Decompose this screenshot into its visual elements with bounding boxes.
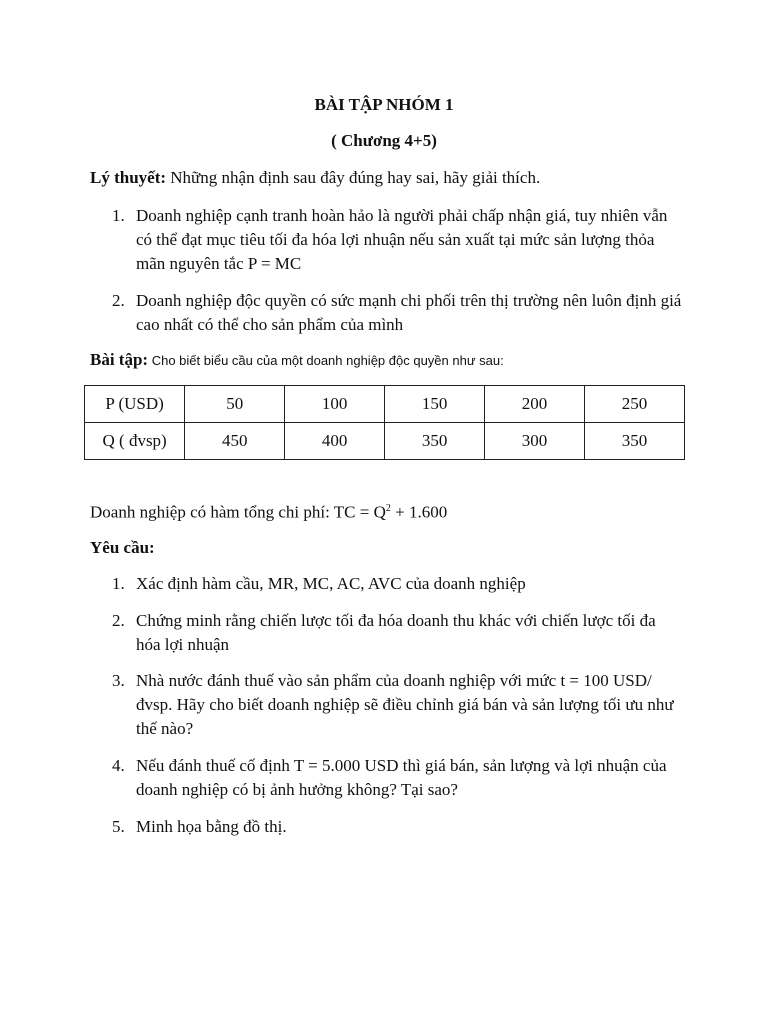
theory-item-text: Doanh nghiệp cạnh tranh hoàn hảo là người phải chấp nhận giá, tuy nhiên vẫn có thể đạt mục tiêu tối đa hóa lợi nhuận nếu sản xuất tại mức sản lượng thỏa mãn nguyên tắc P = MC	[136, 206, 668, 273]
requirement-item-text: Nhà nước đánh thuế vào sản phẩm của doanh nghiệp với mức t = 100 USD/ đvsp. Hãy cho biết doanh nghiệp sẽ điều chỉnh giá bán và sản lượng tối ưu như thế nào?	[136, 671, 674, 738]
requirement-item-number: 3.	[112, 671, 125, 690]
theory-item-number: 2.	[112, 291, 125, 310]
requirement-item-text: Chứng minh rằng chiến lược tối đa hóa doanh thu khác với chiến lược tối đa hóa lợi nhuận	[136, 611, 656, 654]
table-cell: 150	[385, 386, 485, 423]
requirement-item-3	[112, 669, 682, 741]
requirement-item-2	[112, 609, 682, 657]
requirements-heading: Yêu cầu:	[90, 538, 155, 557]
cost-function	[90, 497, 447, 525]
table-row	[85, 386, 685, 423]
table-cell: 350	[585, 423, 685, 460]
requirement-item-4	[112, 754, 682, 802]
requirement-item-text: Minh họa bằng đồ thị.	[136, 817, 287, 836]
table-cell: 300	[485, 423, 585, 460]
exercise-text: Cho biết biểu cầu của một doanh nghiệp độc quyền như sau:	[148, 353, 504, 368]
requirement-item-number: 4.	[112, 756, 125, 775]
cost-function-prefix: Doanh nghiệp có hàm tổng chi phí: TC = Q	[90, 502, 386, 522]
theory-label: Lý thuyết:	[90, 168, 167, 187]
requirement-item-text: Nếu đánh thuế cố định T = 5.000 USD thì giá bán, sản lượng và lợi nhuận của doanh nghiệp có bị ảnh hưởng không? Tại sao?	[136, 756, 667, 799]
cost-function-suffix: + 1.600	[390, 502, 448, 522]
requirement-item-number: 1.	[112, 574, 125, 593]
requirement-item-number: 5.	[112, 817, 125, 836]
theory-item-text: Doanh nghiệp độc quyền có sức mạnh chi phối trên thị trường nên luôn định giá cao nhất có thể cho sản phẩm của mình	[136, 291, 682, 334]
table-row	[85, 423, 685, 460]
theory-item-number: 1.	[112, 206, 125, 225]
table-row-label: P (USD)	[85, 386, 185, 423]
document-subtitle: ( Chương 4+5)	[331, 131, 437, 150]
exercise-heading	[90, 348, 504, 373]
table-cell: 350	[385, 423, 485, 460]
table-cell: 450	[185, 423, 285, 460]
cost-function-exponent: 2	[385, 503, 391, 514]
theory-text: Những nhận định sau đây đúng hay sai, hãy giải thích.	[166, 168, 541, 187]
document-title: BÀI TẬP NHÓM 1	[314, 95, 454, 114]
table-cell: 400	[285, 423, 385, 460]
theory-item-2	[112, 289, 682, 337]
requirement-item-5	[112, 815, 682, 839]
theory-heading	[90, 166, 540, 190]
table-cell: 250	[585, 386, 685, 423]
theory-item-1	[112, 204, 682, 276]
requirement-item-1	[112, 572, 682, 596]
requirement-item-text: Xác định hàm cầu, MR, MC, AC, AVC của doanh nghiệp	[136, 574, 526, 593]
exercise-label: Bài tập:	[90, 350, 149, 369]
table-cell: 200	[485, 386, 585, 423]
table-cell: 100	[285, 386, 385, 423]
requirement-item-number: 2.	[112, 611, 125, 630]
table-row-label: Q ( đvsp)	[85, 423, 185, 460]
demand-table	[84, 385, 685, 460]
table-cell: 50	[185, 386, 285, 423]
